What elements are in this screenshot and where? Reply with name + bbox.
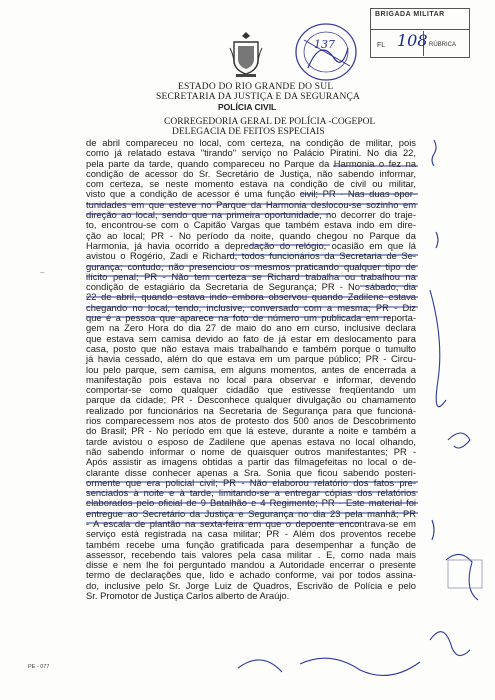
circular-stamp-icon: [290, 18, 362, 86]
text-line: - A escala de plantão na sexta-feira em que o depoente encontrava-se em: [86, 517, 416, 529]
header-police: POLÍCIA CIVIL: [218, 102, 277, 112]
text-line: casa, posto que não estava mais trabalhando e também porque o tumulto: [86, 342, 416, 354]
folio-number: 108: [397, 31, 428, 50]
text-line: ção ao local; PR - No período da noite, quando chegou no Parque da: [86, 229, 416, 241]
text-line: direção ao local, sendo que na primeira oportunidade, no decorrer do traje-: [86, 209, 416, 221]
text-line: clarante disse conhecer apenas a Sra. Sonia que ficou sabendo posteri-: [86, 466, 416, 478]
text-line: com certeza, se neste momento estava na condição de civil ou militar,: [86, 178, 416, 190]
text-line: Após assistir as imagens obtidas a partir das filmagefeitas no local o de-: [86, 456, 416, 468]
text-line: pela parte da tarde, quando compareceu no Parque da Harmonia o fez na: [86, 157, 416, 169]
text-line: avistou o Rogério, Zadi e Richard, todos funcionários da Secretaria de Se-: [86, 250, 416, 262]
text-line: comportar-se como qualquer cidadão que estivesse freqüentando um: [86, 384, 416, 396]
form-code: PE - 077: [28, 664, 50, 670]
rubrica-label: RÚBRICA: [429, 42, 457, 48]
text-line: assessor, recebendo tais valores pela casa militar . E, como nada mais: [86, 548, 416, 560]
text-line: condição de estagiário da Secretaria de Segurança; PR - No sábado, dia: [86, 281, 416, 293]
text-line: elaborados pelo oficial de 9 Batalhão e 4 Regimento; PR - Este material foi: [86, 497, 416, 509]
folio-label: FL: [377, 42, 386, 49]
deposition-text: [86, 138, 416, 601]
header-state: ESTADO DO RIO GRANDE DO SUL: [178, 82, 334, 92]
text-line: parque da cidade; PR - Desconhece qualquer divulgação ou chamamento: [86, 394, 416, 406]
folio-stamp: [370, 8, 470, 58]
text-line: do Brasil; PR - No período em que lá esteve, durante a noite e também a: [86, 425, 416, 437]
text-line: já havia cessado, além do que estava em um parque público; PR - Circu-: [86, 353, 416, 365]
text-line: lou pelo parque, sem camisa, em alguns momentos, antes de encerrada a: [86, 363, 416, 375]
text-line: de abril compareceu no local, com certeza, na condição de militar, pois: [86, 137, 416, 148]
header-secretariat: SECRETARIA DA JUSTIÇA E DA SEGURANÇA: [156, 92, 361, 102]
text-line: tunidades em que esteve no Parque da Harmonia deslocou-se sozinho em: [86, 198, 416, 210]
text-line: serviço está registrada na casa militar; PR - Além dos proventos recebe: [86, 528, 416, 540]
state-coat-of-arms-icon: [228, 30, 264, 78]
text-line: manifestação pois estava no local para observar e informar, devendo: [86, 373, 416, 385]
text-line: tarde avistou o esposo de Zadilene que apenas estava no local olhando,: [86, 435, 416, 447]
text-line: entregue ao Secretário da Justiça e Segurança no dia 23 pela manhã; PR: [86, 507, 416, 519]
text-line: to, encontrou-se com o Capitão Vargas que também estava indo em dire-: [86, 219, 416, 231]
text-line: ilícito penal; PR - Não tem certeza se Richard trabalha ou trabalhou na: [86, 270, 416, 282]
text-line: condição de acessor do Sr. Secretário de Justiça, não sabendo informar,: [86, 167, 416, 179]
round-stamp-number: 137: [314, 38, 335, 51]
folio-stamp-divider-h: [371, 29, 469, 30]
header-delegacia: DELEGACIA DE FEITOS ESPECIAIS: [172, 127, 325, 137]
margin-dash: –: [40, 268, 45, 277]
text-line: gem na Zero Hora do dia 27 de maio do ano em curso, inclusive declara: [86, 322, 416, 334]
text-line: visto que a condição de acessor é uma função civil; PR - Nas duas opor-: [86, 188, 416, 200]
text-line: 22 de abril, quando estava indo embora observou quando Zadilene estava: [86, 291, 416, 303]
text-line: gurança; contudo, não presenciou os mesmos praticando qualquer tipo de: [86, 260, 416, 272]
text-line: do, inclusive pelo Sr. Jorge Luiz de Quadros, Escrivão de Polícia e pelo: [86, 579, 416, 591]
text-line: chegando no local, tendo, inclusive, conversado com a mesma; PR - Diz: [86, 301, 416, 313]
text-line: como já relatado estava "tirando" serviço no Palácio Piratini. No dia 22,: [86, 147, 416, 159]
header-corregedoria: CORREGEDORIA GERAL DE POLÍCIA -COGEPOL: [164, 117, 376, 127]
text-line: termo de declarações que, lido e achado conforme, vai por todos assina-: [86, 569, 416, 581]
text-line: que estava sem camisa devido ao fato de já estar em deslocamento para: [86, 332, 416, 344]
text-line: ormente que era policial civil; PR - Não elaborou relatório dos fatos pre-: [86, 476, 416, 488]
text-line: senciados à noite e à tarde, limitando-se a entregar cópias dos relatórios: [86, 487, 416, 499]
text-line: rios comparecessem nos atos de protesto dos 500 anos de Descobrimento: [86, 415, 416, 427]
text-line: não sabendo informar o nome de quaisquer outros manifestantes; PR -: [86, 445, 416, 457]
text-line: Sr. Promotor de Justiça Carlos alberto de Araújo.: [86, 590, 290, 602]
text-line: também recebe uma função gratificada para desempenhar a função de: [86, 538, 416, 550]
text-line: que é a pessoa que aparece na foto de número um publicada em reporta-: [86, 312, 416, 324]
text-line: Harmonia, já havia ocorrido a depredação do relógio, ocasião em que lá: [86, 239, 416, 251]
text-line: disse e nem lhe foi perguntado mandou a Autoridade encerrar o presente: [86, 559, 416, 571]
text-line: realizado por funcionários na Secretaria de Segurança para que funcioná-: [86, 404, 416, 416]
folio-stamp-title: BRIGADA MILITAR: [375, 11, 445, 18]
